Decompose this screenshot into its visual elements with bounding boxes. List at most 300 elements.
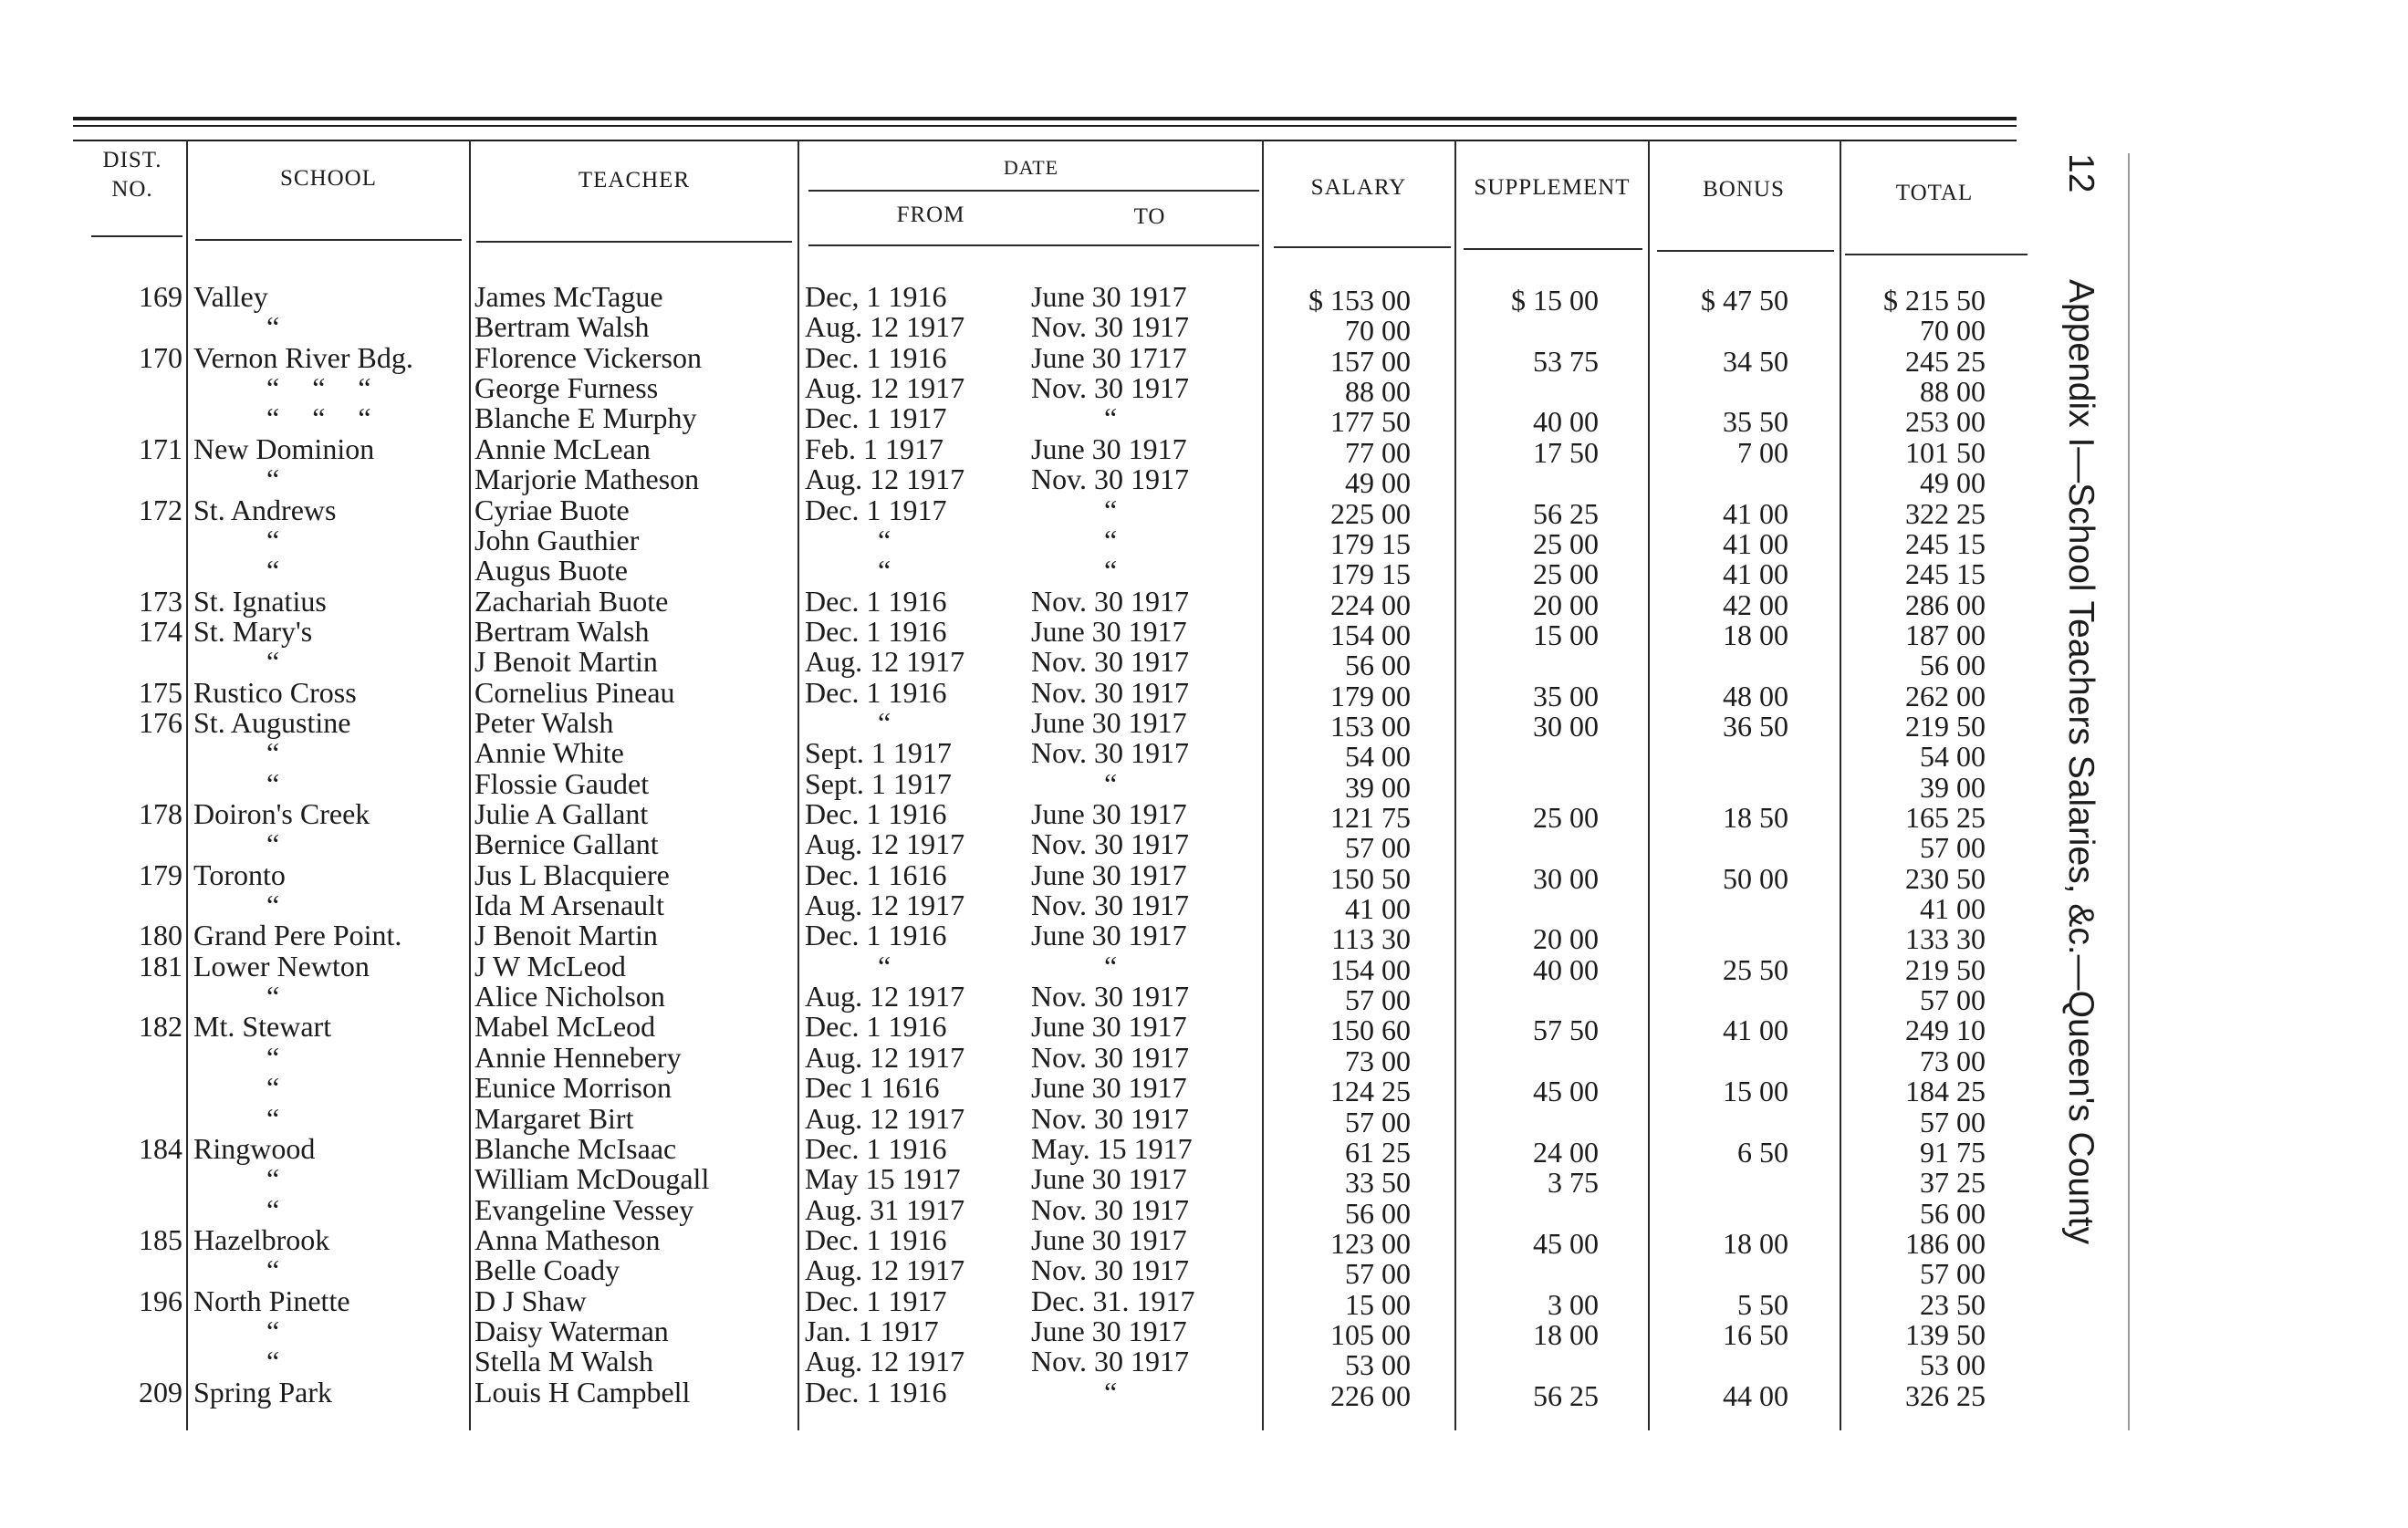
cell-teacher: Louis H Campbell <box>474 1375 691 1408</box>
cell-dist: 181 <box>139 949 182 982</box>
cell-total: 187 00 <box>1905 618 1986 651</box>
cell-total: 101 50 <box>1905 435 1986 469</box>
header-to: TO <box>1133 204 1166 229</box>
cell-salary: 124 25 <box>1330 1075 1411 1108</box>
cell-bonus: 35 50 <box>1723 405 1788 439</box>
cell-bonus: 36 50 <box>1723 709 1788 743</box>
cell-salary: 39 00 <box>1345 770 1411 804</box>
cell-teacher: Margaret Birt <box>474 1101 634 1135</box>
cell-salary: 123 00 <box>1330 1226 1411 1260</box>
cell-school: Rustico Cross <box>193 675 357 709</box>
cell-supplement: 20 00 <box>1533 587 1599 621</box>
cell-total: 23 50 <box>1920 1287 1986 1321</box>
cell-school: “ <box>266 1345 293 1378</box>
cell-school: “ <box>266 1162 293 1196</box>
cell-total: 249 10 <box>1905 1013 1986 1047</box>
cell-from: Feb. 1 1917 <box>805 431 943 465</box>
cell-teacher: J W McLeod <box>474 949 626 982</box>
cell-teacher: Eunice Morrison <box>474 1071 672 1105</box>
cell-from: Sept. 1 1917 <box>805 736 952 770</box>
cell-bonus: $ 47 50 <box>1701 284 1788 317</box>
cell-teacher: Bertram Walsh <box>474 614 650 648</box>
cell-school: Vernon River Bdg. <box>193 340 413 374</box>
cell-to: “ <box>1104 766 1131 800</box>
cell-to: June 30 1917 <box>1031 1071 1187 1105</box>
cell-salary: 150 50 <box>1330 861 1411 895</box>
cell-salary: 41 00 <box>1345 892 1411 925</box>
cell-to: “ <box>1104 1375 1131 1408</box>
column-divider <box>797 140 799 1430</box>
cell-dist: 209 <box>139 1375 182 1408</box>
cell-bonus: 18 50 <box>1723 801 1788 834</box>
page-number: 12 <box>2061 153 2100 193</box>
cell-school: Ringwood <box>193 1131 316 1165</box>
cell-teacher: Stella M Walsh <box>474 1345 653 1378</box>
cell-total: 322 25 <box>1905 496 1986 530</box>
cell-salary: 225 00 <box>1330 496 1411 530</box>
cell-teacher: Marjorie Matheson <box>474 463 700 496</box>
cell-from: May 15 1917 <box>805 1162 961 1196</box>
cell-teacher: Flossie Gaudet <box>474 766 650 800</box>
cell-teacher: Cornelius Pineau <box>474 675 675 709</box>
cell-school: Valley <box>193 280 268 313</box>
header-underline <box>1274 246 1451 248</box>
cell-to: Nov. 30 1917 <box>1031 310 1190 344</box>
cell-school: “ <box>266 310 293 344</box>
column-divider <box>1454 140 1456 1430</box>
cell-bonus: 6 50 <box>1737 1135 1788 1169</box>
cell-to: June 30 1917 <box>1031 1010 1187 1044</box>
cell-salary: 15 00 <box>1345 1287 1411 1321</box>
cell-supplement: 35 00 <box>1533 679 1599 712</box>
cell-from: Aug. 31 1917 <box>805 1192 965 1226</box>
cell-dist: 179 <box>139 858 182 891</box>
cell-to: June 30 1917 <box>1031 1314 1187 1347</box>
cell-dist: 196 <box>139 1284 182 1317</box>
cell-from: Dec. 1 1916 <box>805 1010 947 1044</box>
cell-from: Dec. 1 1917 <box>805 493 947 526</box>
cell-bonus: 41 00 <box>1723 496 1788 530</box>
cell-teacher: Augus Buote <box>474 554 628 587</box>
cell-dist: 171 <box>139 431 182 465</box>
cell-dist: 174 <box>139 614 182 648</box>
cell-teacher: Annie Hennebery <box>474 1040 682 1074</box>
cell-teacher: Anna Matheson <box>474 1222 661 1256</box>
date-underline <box>808 190 1259 192</box>
cell-supplement: 56 25 <box>1533 1378 1599 1412</box>
cell-school: Mt. Stewart <box>193 1010 332 1044</box>
cell-from: Dec 1 1616 <box>805 1071 940 1105</box>
cell-school: Spring Park <box>193 1375 332 1408</box>
cell-salary: 153 00 <box>1330 709 1411 743</box>
cell-teacher: Florence Vickerson <box>474 340 702 374</box>
cell-total: 57 00 <box>1920 1257 1986 1291</box>
column-divider <box>1840 140 1841 1430</box>
cell-salary: 49 00 <box>1345 466 1411 500</box>
cell-supplement: $ 15 00 <box>1511 284 1599 317</box>
header-supplement: SUPPLEMENT <box>1474 175 1631 200</box>
cell-to: Nov. 30 1917 <box>1031 1253 1190 1287</box>
cell-from: Aug. 12 1917 <box>805 827 965 861</box>
header-total: TOTAL <box>1895 181 1974 205</box>
cell-school: “ <box>266 766 293 800</box>
cell-to: Nov. 30 1917 <box>1031 827 1190 861</box>
cell-to: June 30 1917 <box>1031 280 1187 313</box>
cell-to: Nov. 30 1917 <box>1031 889 1190 921</box>
cell-to: June 30 1717 <box>1031 340 1187 374</box>
cell-from: Dec. 1 1616 <box>805 858 947 891</box>
cell-school: “ “ “ <box>266 401 384 435</box>
cell-to: June 30 1917 <box>1031 614 1187 648</box>
cell-total: 139 50 <box>1905 1317 1986 1351</box>
cell-to: “ <box>1104 554 1131 587</box>
cell-to: Nov. 30 1917 <box>1031 1040 1190 1074</box>
cell-from: Dec. 1 1916 <box>805 919 947 952</box>
cell-teacher: Zachariah Buote <box>474 584 669 618</box>
header-underline <box>1845 254 2028 255</box>
cell-salary: 88 00 <box>1345 375 1411 409</box>
cell-to: “ <box>1104 523 1131 556</box>
cell-salary: 57 00 <box>1345 983 1411 1017</box>
cell-total: 245 15 <box>1905 557 1986 591</box>
cell-bonus: 41 00 <box>1723 557 1788 591</box>
header-underline <box>91 235 182 237</box>
cell-dist: 175 <box>139 675 182 709</box>
cell-dist: 185 <box>139 1222 182 1256</box>
header-teacher: TEACHER <box>578 168 691 192</box>
header-bonus: BONUS <box>1703 177 1785 202</box>
cell-dist: 182 <box>139 1010 182 1044</box>
cell-to: Nov. 30 1917 <box>1031 736 1190 770</box>
cell-supplement: 45 00 <box>1533 1075 1599 1108</box>
cell-teacher: Belle Coady <box>474 1253 620 1287</box>
cell-dist: 173 <box>139 584 182 618</box>
cell-to: June 30 1917 <box>1031 431 1187 465</box>
header-underline <box>1464 248 1642 250</box>
cell-salary: 226 00 <box>1330 1378 1411 1412</box>
cell-total: 219 50 <box>1905 709 1986 743</box>
cell-from: Jan. 1 1917 <box>805 1314 939 1347</box>
cell-supplement: 30 00 <box>1533 709 1599 743</box>
cell-school: Grand Pere Point. <box>193 919 402 952</box>
cell-teacher: Blanche E Murphy <box>474 401 697 435</box>
cell-to: Nov. 30 1917 <box>1031 371 1190 405</box>
cell-from: Dec. 1 1916 <box>805 1375 947 1408</box>
cell-to: June 30 1917 <box>1031 858 1187 891</box>
cell-bonus: 41 00 <box>1723 526 1788 560</box>
cell-school: “ <box>266 1192 293 1226</box>
cell-to: Nov. 30 1917 <box>1031 1101 1190 1135</box>
cell-to: June 30 1917 <box>1031 797 1187 830</box>
cell-salary: 57 00 <box>1345 1105 1411 1138</box>
cell-dist: 169 <box>139 280 182 313</box>
cell-bonus: 15 00 <box>1723 1075 1788 1108</box>
cell-from: “ <box>878 554 904 587</box>
cell-total: 91 75 <box>1920 1135 1986 1169</box>
cell-teacher: John Gauthier <box>474 523 640 556</box>
cell-school: “ <box>266 554 293 587</box>
cell-teacher: Evangeline Vessey <box>474 1192 694 1226</box>
cell-supplement: 53 75 <box>1533 344 1599 378</box>
cell-supplement: 25 00 <box>1533 557 1599 591</box>
cell-supplement: 24 00 <box>1533 1135 1599 1169</box>
cell-total: 184 25 <box>1905 1075 1986 1108</box>
running-title: Appendix I—School Teachers Salaries, &c.—Queen's County <box>2061 279 2100 1245</box>
cell-to: “ <box>1104 493 1131 526</box>
column-divider <box>1648 140 1650 1430</box>
page-edge-line <box>2128 153 2130 1430</box>
cell-from: Dec. 1 1916 <box>805 797 947 830</box>
cell-teacher: Daisy Waterman <box>474 1314 669 1347</box>
cell-supplement: 3 75 <box>1548 1166 1599 1200</box>
header-salary: SALARY <box>1310 175 1407 200</box>
cell-supplement: 30 00 <box>1533 861 1599 895</box>
cell-to: “ <box>1104 949 1131 982</box>
cell-school: St. Andrews <box>193 493 337 526</box>
cell-school: St. Ignatius <box>193 584 327 618</box>
cell-to: May. 15 1917 <box>1031 1131 1193 1165</box>
cell-salary: 154 00 <box>1330 952 1411 986</box>
cell-total: $ 215 50 <box>1883 284 1986 317</box>
cell-salary: 105 00 <box>1330 1317 1411 1351</box>
cell-to: Nov. 30 1917 <box>1031 645 1190 679</box>
top-rule-thin <box>73 125 2017 127</box>
cell-bonus: 25 50 <box>1723 952 1788 986</box>
cell-from: “ <box>878 523 904 556</box>
cell-salary: 150 60 <box>1330 1013 1411 1047</box>
cell-dist: 170 <box>139 340 182 374</box>
cell-teacher: James McTague <box>474 280 663 313</box>
cell-bonus: 16 50 <box>1723 1317 1788 1351</box>
cell-teacher: Bertram Walsh <box>474 310 650 344</box>
cell-salary: 121 75 <box>1330 801 1411 834</box>
cell-bonus: 42 00 <box>1723 587 1788 621</box>
cell-dist: 178 <box>139 797 182 830</box>
cell-to: Nov. 30 1917 <box>1031 1345 1190 1378</box>
cell-from: Dec. 1 1916 <box>805 675 947 709</box>
cell-from: Dec. 1 1917 <box>805 401 947 435</box>
cell-salary: 57 00 <box>1345 1257 1411 1291</box>
cell-teacher: Blanche McIsaac <box>474 1131 677 1165</box>
cell-salary: 73 00 <box>1345 1044 1411 1077</box>
cell-to: Nov. 30 1917 <box>1031 980 1190 1013</box>
cell-school: “ <box>266 889 293 921</box>
cell-teacher: D J Shaw <box>474 1284 587 1317</box>
cell-salary: 177 50 <box>1330 405 1411 439</box>
cell-school: “ “ “ <box>266 371 384 405</box>
header-school: SCHOOL <box>279 166 377 191</box>
cell-supplement: 20 00 <box>1533 922 1599 956</box>
cell-from: Aug. 12 1917 <box>805 889 965 921</box>
cell-from: Aug. 12 1917 <box>805 1253 965 1287</box>
cell-salary: 77 00 <box>1345 435 1411 469</box>
running-head <box>2053 153 2108 1339</box>
cell-salary: 224 00 <box>1330 587 1411 621</box>
cell-total: 41 00 <box>1920 892 1986 925</box>
cell-from: Dec. 1 1916 <box>805 614 947 648</box>
header-date: DATE <box>1003 156 1059 179</box>
cell-supplement: 3 00 <box>1548 1287 1599 1321</box>
header-underline <box>1657 250 1834 252</box>
cell-school: Lower Newton <box>193 949 370 982</box>
cell-salary: 157 00 <box>1330 344 1411 378</box>
cell-school: Hazelbrook <box>193 1222 330 1256</box>
cell-school: North Pinette <box>193 1284 350 1317</box>
cell-salary: $ 153 00 <box>1308 284 1411 317</box>
cell-total: 53 00 <box>1920 1348 1986 1382</box>
cell-school: “ <box>266 1040 293 1074</box>
cell-total: 56 00 <box>1920 649 1986 682</box>
cell-school: “ <box>266 980 293 1013</box>
cell-supplement: 18 00 <box>1533 1317 1599 1351</box>
cell-bonus: 41 00 <box>1723 1013 1788 1047</box>
cell-total: 57 00 <box>1920 1105 1986 1138</box>
cell-total: 326 25 <box>1905 1378 1986 1412</box>
cell-teacher: Jus L Blacquiere <box>474 858 670 891</box>
cell-bonus: 34 50 <box>1723 344 1788 378</box>
cell-bonus: 48 00 <box>1723 679 1788 712</box>
cell-school: “ <box>266 523 293 556</box>
cell-to: Nov. 30 1917 <box>1031 463 1190 496</box>
cell-total: 57 00 <box>1920 831 1986 865</box>
cell-from: Aug. 12 1917 <box>805 310 965 344</box>
cell-school: “ <box>266 1314 293 1347</box>
cell-total: 57 00 <box>1920 983 1986 1017</box>
cell-school: Toronto <box>193 858 286 891</box>
cell-supplement: 25 00 <box>1533 526 1599 560</box>
cell-school: “ <box>266 1071 293 1105</box>
cell-bonus: 7 00 <box>1737 435 1788 469</box>
cell-school: “ <box>266 1253 293 1287</box>
cell-from: Aug. 12 1917 <box>805 645 965 679</box>
cell-teacher: George Furness <box>474 371 659 405</box>
top-rule-thick <box>73 117 2017 120</box>
cell-teacher: William McDougall <box>474 1162 710 1196</box>
cell-supplement: 15 00 <box>1533 618 1599 651</box>
cell-supplement: 45 00 <box>1533 1226 1599 1260</box>
cell-salary: 56 00 <box>1345 1196 1411 1230</box>
cell-from: Dec. 1 1916 <box>805 584 947 618</box>
cell-from: Aug. 12 1917 <box>805 371 965 405</box>
cell-supplement: 25 00 <box>1533 801 1599 834</box>
cell-total: 219 50 <box>1905 952 1986 986</box>
cell-school: “ <box>266 736 293 770</box>
cell-total: 245 15 <box>1905 526 1986 560</box>
cell-school: St. Mary's <box>193 614 313 648</box>
top-rule-hairline <box>73 140 2017 141</box>
cell-salary: 61 25 <box>1345 1135 1411 1169</box>
cell-salary: 179 15 <box>1330 557 1411 591</box>
cell-from: Dec. 1 1916 <box>805 340 947 374</box>
cell-total: 186 00 <box>1905 1226 1986 1260</box>
cell-total: 70 00 <box>1920 314 1986 348</box>
cell-total: 88 00 <box>1920 375 1986 409</box>
cell-dist: 184 <box>139 1131 182 1165</box>
cell-from: “ <box>878 949 904 982</box>
cell-teacher: Peter Walsh <box>474 705 614 739</box>
cell-bonus: 18 00 <box>1723 618 1788 651</box>
cell-to: “ <box>1104 401 1131 435</box>
cell-teacher: J Benoit Martin <box>474 645 658 679</box>
cell-to: June 30 1917 <box>1031 1222 1187 1256</box>
cell-total: 39 00 <box>1920 770 1986 804</box>
cell-total: 253 00 <box>1905 405 1986 439</box>
header-underline <box>808 244 1259 246</box>
cell-from: Dec, 1 1916 <box>805 280 947 313</box>
cell-from: Aug. 12 1917 <box>805 463 965 496</box>
cell-salary: 57 00 <box>1345 831 1411 865</box>
cell-total: 245 25 <box>1905 344 1986 378</box>
cell-teacher: Julie A Gallant <box>474 797 649 830</box>
cell-total: 56 00 <box>1920 1196 1986 1230</box>
cell-school: “ <box>266 645 293 679</box>
cell-teacher: Bernice Gallant <box>474 827 659 861</box>
cell-supplement: 17 50 <box>1533 435 1599 469</box>
cell-bonus: 44 00 <box>1723 1378 1788 1412</box>
cell-to: Nov. 30 1917 <box>1031 675 1190 709</box>
cell-teacher: Annie White <box>474 736 624 770</box>
header-underline <box>476 241 792 243</box>
cell-from: Sept. 1 1917 <box>805 766 952 800</box>
cell-supplement: 56 25 <box>1533 496 1599 530</box>
cell-teacher: Annie McLean <box>474 431 651 465</box>
cell-salary: 53 00 <box>1345 1348 1411 1382</box>
cell-to: Nov. 30 1917 <box>1031 1192 1190 1226</box>
cell-from: Dec. 1 1917 <box>805 1284 947 1317</box>
cell-from: Aug. 12 1917 <box>805 1040 965 1074</box>
cell-school: Doiron's Creek <box>193 797 370 830</box>
cell-supplement: 57 50 <box>1533 1013 1599 1047</box>
cell-to: June 30 1917 <box>1031 705 1187 739</box>
cell-total: 230 50 <box>1905 861 1986 895</box>
cell-from: Aug. 12 1917 <box>805 1345 965 1378</box>
cell-total: 286 00 <box>1905 587 1986 621</box>
cell-to: June 30 1917 <box>1031 919 1187 952</box>
cell-dist: 172 <box>139 493 182 526</box>
cell-total: 165 25 <box>1905 801 1986 834</box>
cell-salary: 54 00 <box>1345 740 1411 774</box>
cell-bonus: 5 50 <box>1737 1287 1788 1321</box>
cell-salary: 56 00 <box>1345 649 1411 682</box>
cell-total: 73 00 <box>1920 1044 1986 1077</box>
cell-school: St. Augustine <box>193 705 351 739</box>
cell-teacher: Alice Nicholson <box>474 980 665 1013</box>
cell-supplement: 40 00 <box>1533 952 1599 986</box>
cell-salary: 113 30 <box>1331 922 1411 956</box>
cell-dist: 176 <box>139 705 182 739</box>
cell-teacher: Cyriae Buote <box>474 493 630 526</box>
cell-to: June 30 1917 <box>1031 1162 1187 1196</box>
cell-from: Dec. 1 1916 <box>805 1222 947 1256</box>
cell-school: “ <box>266 1101 293 1135</box>
cell-total: 49 00 <box>1920 466 1986 500</box>
cell-dist: 180 <box>139 919 182 952</box>
header-underline <box>195 239 462 241</box>
cell-salary: 70 00 <box>1345 314 1411 348</box>
cell-total: 54 00 <box>1920 740 1986 774</box>
cell-teacher: J Benoit Martin <box>474 919 658 952</box>
cell-supplement: 40 00 <box>1533 405 1599 439</box>
cell-teacher: Mabel McLeod <box>474 1010 656 1044</box>
cell-bonus: 18 00 <box>1723 1226 1788 1260</box>
header-dist-no: DIST. NO. <box>102 148 162 202</box>
header-from: FROM <box>896 203 965 227</box>
cell-salary: 179 15 <box>1330 526 1411 560</box>
cell-total: 133 30 <box>1905 922 1986 956</box>
cell-from: Aug. 12 1917 <box>805 980 965 1013</box>
cell-total: 37 25 <box>1920 1166 1986 1200</box>
cell-bonus: 50 00 <box>1723 861 1788 895</box>
